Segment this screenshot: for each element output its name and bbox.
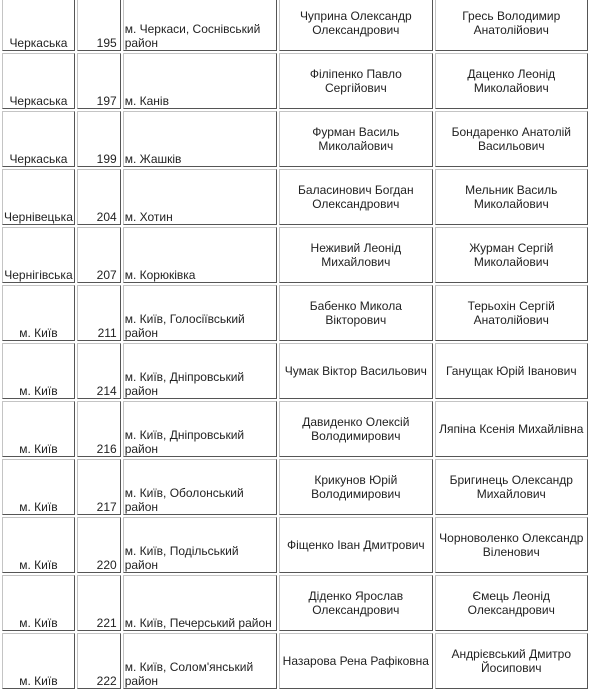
table-row	[2, 401, 588, 457]
table-body	[2, 0, 588, 689]
district-name-cell: м. Корюківка	[123, 227, 277, 283]
deputy-name-cell: Чумак Віктор Васильович	[279, 343, 432, 399]
deputy-name-cell: Бабенко Микола Вікторович	[279, 285, 432, 341]
table-row	[2, 0, 588, 51]
district-number-cell: 216	[77, 401, 121, 457]
table-row	[2, 111, 588, 167]
district-number-cell: 222	[77, 633, 121, 689]
candidate-name-cell: Чорноволенко Олександр Віленович	[435, 517, 588, 573]
candidate-name-cell: Ємець Леонід Олександрович	[435, 575, 588, 631]
deputy-name-cell: Філіпенко Павло Сергійович	[279, 53, 432, 109]
table-row	[2, 169, 588, 225]
region-cell: м. Київ	[2, 343, 75, 399]
district-name-cell: м. Хотин	[123, 169, 277, 225]
district-name-cell: м. Київ, Подільський район	[123, 517, 277, 573]
deputy-name-cell: Фурман Василь Миколайович	[279, 111, 432, 167]
district-number-cell: 197	[77, 53, 121, 109]
district-name-cell: м. Київ, Оболонський район	[123, 459, 277, 515]
region-cell: Чернівецька	[2, 169, 75, 225]
district-name-cell: м. Черкаси, Соснівський район	[123, 0, 277, 51]
table-row	[2, 53, 588, 109]
deputy-name-cell: Давиденко Олексій Володимирович	[279, 401, 432, 457]
district-number-cell: 221	[77, 575, 121, 631]
region-cell: Чернігівська	[2, 227, 75, 283]
district-name-cell: м. Жашків	[123, 111, 277, 167]
region-cell: м. Київ	[2, 459, 75, 515]
region-cell: м. Київ	[2, 633, 75, 689]
region-cell: Черкаська	[2, 0, 75, 51]
district-number-cell: 214	[77, 343, 121, 399]
district-name-cell: м. Київ, Солом'янський район	[123, 633, 277, 689]
deputy-name-cell: Баласинович Богдан Олександрович	[279, 169, 432, 225]
district-number-cell: 195	[77, 0, 121, 51]
candidate-name-cell: Андрієвський Дмитро Йосипович	[435, 633, 588, 689]
table-row	[2, 285, 588, 341]
deputy-name-cell: Діденко Ярослав Олександрович	[279, 575, 432, 631]
candidate-name-cell: Бондаренко Анатолій Васильович	[435, 111, 588, 167]
district-name-cell: м. Канів	[123, 53, 277, 109]
district-name-cell: м. Київ, Печерський район	[123, 575, 277, 631]
district-number-cell: 199	[77, 111, 121, 167]
deputy-name-cell: Фіщенко Іван Дмитрович	[279, 517, 432, 573]
region-cell: м. Київ	[2, 517, 75, 573]
region-cell: Черкаська	[2, 53, 75, 109]
candidate-name-cell: Терьохін Сергій Анатолійович	[435, 285, 588, 341]
district-name-cell: м. Київ, Дніпровський район	[123, 401, 277, 457]
candidate-name-cell: Бригинець Олександр Михайлович	[435, 459, 588, 515]
deputy-name-cell: Чуприна Олександр Олександрович	[279, 0, 432, 51]
district-name-cell: м. Київ, Голосіївський район	[123, 285, 277, 341]
district-number-cell: 207	[77, 227, 121, 283]
deputy-name-cell: Неживий Леонід Михайлович	[279, 227, 432, 283]
table-row	[2, 575, 588, 631]
region-cell: м. Київ	[2, 285, 75, 341]
candidate-name-cell: Ляпіна Ксенія Михайлівна	[435, 401, 588, 457]
candidate-name-cell: Ганущак Юрій Іванович	[435, 343, 588, 399]
region-cell: Черкаська	[2, 111, 75, 167]
district-number-cell: 211	[77, 285, 121, 341]
table-row	[2, 517, 588, 573]
district-number-cell: 217	[77, 459, 121, 515]
candidate-name-cell: Журман Сергій Миколайович	[435, 227, 588, 283]
deputy-name-cell: Крикунов Юрій Володимирович	[279, 459, 432, 515]
table-row	[2, 633, 588, 689]
table-row	[2, 459, 588, 515]
table-row	[2, 343, 588, 399]
region-cell: м. Київ	[2, 401, 75, 457]
candidate-name-cell: Мельник Василь Миколайович	[435, 169, 588, 225]
table-row	[2, 227, 588, 283]
region-cell: м. Київ	[2, 575, 75, 631]
deputy-name-cell: Назарова Рена Рафіковна	[279, 633, 432, 689]
district-number-cell: 220	[77, 517, 121, 573]
candidate-name-cell: Даценко Леонід Миколайович	[435, 53, 588, 109]
candidate-name-cell: Гресь Володимир Анатолійович	[435, 0, 588, 51]
district-name-cell: м. Київ, Дніпровський район	[123, 343, 277, 399]
district-number-cell: 204	[77, 169, 121, 225]
